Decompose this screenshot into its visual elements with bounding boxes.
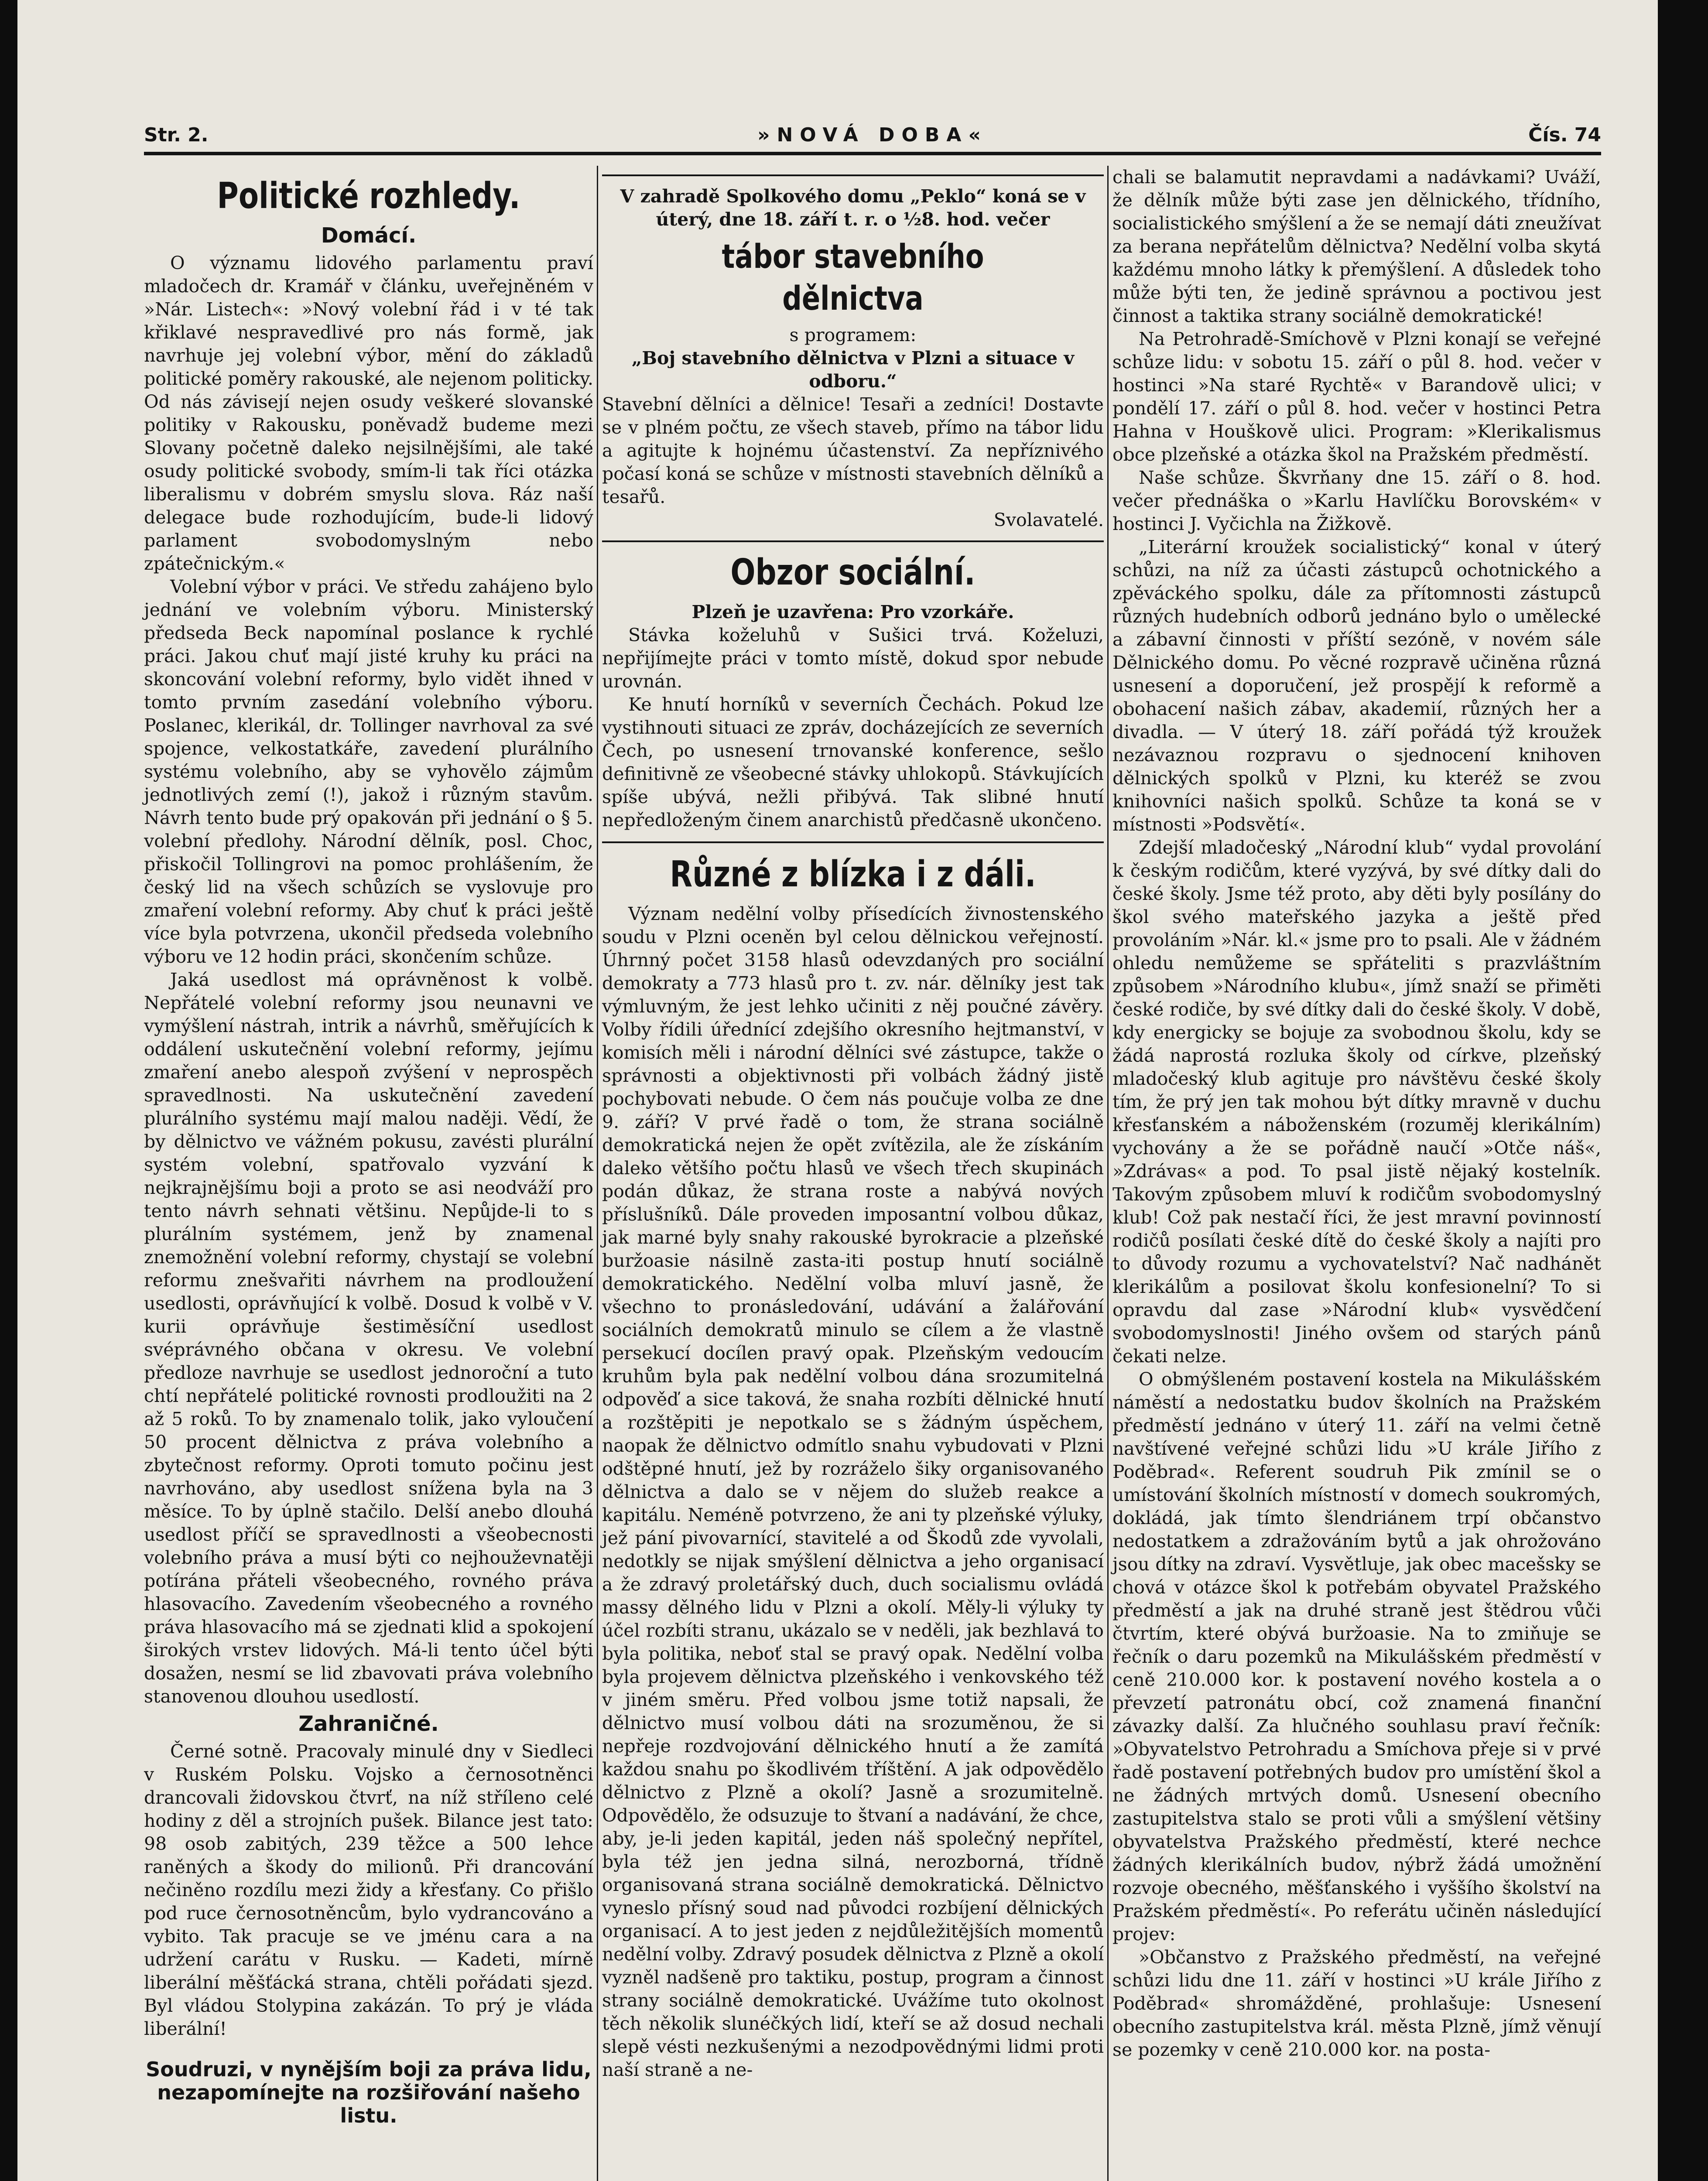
announcement-box [602,174,1104,542]
announcement-title: tábor stavebního dělnictva [722,237,984,318]
page-number: Str. 2. [144,124,209,146]
subsection-title: Zahraničné. [298,1712,439,1736]
section-title: Různé z blízka i z dáli. [670,854,1036,895]
section-title: Politické rozhledy. [217,175,520,217]
announcement-program-label: s programem: [789,325,917,345]
article-paragraph: Stávka koželuhů v Sušici trvá. Koželuzi, nepřijímejte práci v tomto místě, dokud spor nebude urovnán. [602,625,1104,692]
column-rule [1107,166,1109,2181]
announcement-body: Stavební dělníci a dělnice! Tesaři a zedníci! Dostavte se v plném počtu, ze všech staveb, přímo na tábor lidu a agitujte k hojnému účastenství. Za nepříznivého počasí koná se schůze v místnosti stavebních dělníků a tesařů. [602,394,1104,507]
article-paragraph: Černé sotně. Pracovaly minulé dny v Siedleci v Ruském Polsku. Vojsko a černosotněnci drancovali židovskou čtvrť, na níž stříleno celé hodiny z děl a strojních pušek. Bilance jest tato: 98 osob zabitých, 239 těžce a 500 lehce raněných a škody do milionů. Při drancování nečiněno rozdílu mezi židy a křesťany. Co přišlo pod ruce černosotněncům, bylo vydrancováno a vybito. Tak pracuje se ve jménu cara a na udržení carátu v Rusku. — Kadeti, mírně liberální měšťácká strana, chtěli pořádati sjezd. Byl vládou Stolypina zakázán. To prý je vláda liberální! [144,1741,593,2039]
page-header [144,118,1601,153]
article-paragraph: chali se balamutit nepravdami a nadávkami? Uváží, že dělník může býti zase jen dělnického, třídního, socialistického smýšlení a že se nemají dáti zneužívat za berana nepřátelům dělnictva? Nedělní volba skytá každému mnoho látky k přemýšlení. A důsledek toho může býti ten, že jedině správnou a poctivou jest činnost a taktika strany sociálně demokratické! [1112,167,1601,326]
masthead: »NOVÁ DOBA« [757,124,988,146]
article-paragraph: O významu lidového parlamentu praví mladočech dr. Kramář v článku, uveřejněném v »Nár. Listech«: »Nový volební řád i v té tak křiklavé nespravedlivé pro nás formě, jak navrhuje jej volební výbor, mění do základů politické poměry rakouské, ale nejenom politicky. Od nás závisejí nejen osudy veškeré slovanské politiky v Rakousku, poněvadž budeme mezi Slovany početně daleko nejsilnějšími, ale také osudy politické svobody, smím-li tak říci otázka liberalismu v dobrém smyslu slova. Ráz naší delegace bude rozhodujícím, bude-li lidový parlament svobodomyslným nebo zpátečnickým.« [144,253,593,574]
article-paragraph: Význam nedělní volby přísedících živnostenského soudu v Plzni oceněn byl celou dělnickou veřejností. Úhrnný počet 3158 hlasů odevzdaných pro sociální demokraty a 773 hlasů pro t. zv. nár. dělníky jest tak výmluvným, že jest lehko učiniti z něj poučné závěry. Volby řídili úřednící zdejšího okresního hejtmanství, v komisích měli i národní dělníci své zástupce, takže o správnosti a objektivnosti při volbách žádný jistě pochybovati nebude. O čem nás poučuje volba ze dne 9. září? V prvé řadě o tom, že strana sociálně demokratická nejen že opět zvítězila, ale že získáním daleko většího počtu hlasů ve všech třech skupinách podán důkaz, že strana roste a nabývá nových příslušníků. Dále proveden imposantní volbou důkaz, jak marné byly snahy rakouské byrokracie a plzeňské buržoasie násilně zasta-iti postup hnutí sociálně demokratického. Nedělní volba mluví jasně, že všechno to pronásledování, udávání a žalářování sociálních demokratů minulo se cílem a že vlastně persekucí docílen pravý opak. Plzeňským vedoucím kruhům byla pak nedělní volbou dána srozumitelná odpověď a sice taková, že snaha rozbíti dělnické hnutí a rozštěpiti je nepotkalo se s žádným úspěchem, naopak že dělnictvo odmítlo snahu vybudovati v Plzni odštěpné hnutí, jež by rozráželo šiky organisovaného dělnictva a dalo se v nějem do služeb reakce a kapitálu. Neméně potvrzeno, že ani ty plzeňské výluky, jež pání pivovarnící, stavitelé a od Škodů zde vyvolali, nedotkly se nijak smýšlení dělnictva a jeho organisací a že zdravý proletářský duch, duch socialismu ovládá massy dělného lidu v Plzni a okolí. Měly-li výluky ty účel rozbíti stranu, ukázalo se v neděli, jak bezhlavá to byla politika, neboť stal se pravý opak. Nedělní volba byla projevem dělnictva plzeňského i venkovského též v jiném směru. Před volbou jsme totiž napsali, že dělnictvo musí volbou dáti na srozuměnou, že si nepřeje rozdvojování dělnického hnutí a že zamítá každou snahu po škodlivém tříštění. A jak odpovědělo dělnictvo z Plzně a okolí? Jasně a srozumitelně. Odpovědělo, že odsuzuje to štvaní a nadávání, že chce, aby, je-li jeden kapitál, jeden náš společný nepřítel, byla též jen jedna silná, nerozborná, třídně organisovaná strana sociálně demokratická. Dělnictvo vyneslo přísný soud nad původci rozbíjení dělnických organisací. A to jest jeden z nejdůležitějších momentů nedělní volby. Zdravý posudek dělnictva z Plzně a okolí vyzněl nadšeně pro taktiku, postup, program a činnost strany sociálně demokratické. Uvážíme tuto okolnost těch několik slunéčkých lidí, kteří se až dosud nechali slepě vésti nezkušenými a nezodpovědnými lidmi proti naší straně a ne- [602,903,1104,2080]
article-paragraph: Ke hnutí horníků v severních Čechách. Pokud lze vystihnouti situaci ze zpráv, docházejících ze severních Čech, po usnesení trnovanské konference, sešlo definitivně ze všeobecné stávky uhlokopů. Stávkujících spíše ubývá, nežli přibývá. Tak slibné hnutí nepředloženým činem anarchistů předčasně ukončeno. [602,694,1104,831]
article-paragraph: Jaká usedlost má oprávněnost k volbě. Nepřátelé volební reformy jsou neunavni ve vymýšlení nástrah, intrik a návrhů, směřujících k oddálení uskutečnění volební reformy, jejímu zmaření anebo alespoň zvýšení v neprospěch spravedlnosti. Na uskutečnění zavedení plurálního systému mají malou naději. Vědí, že by dělnictvo ve vážném pokusu, zavésti plurální systém volební, spatřovalo vyzvání k nejkrajnějšímu boji a proto se asi neodváží pro tento návrh sehnati většinu. Nepůjde-li to s plurálním systémem, jenž by znamenal znemožnění volební reformy, chystají se volební reformu znešvařiti návrhem na prodloužení usedlosti, oprávňující k volbě. Dosud k volbě v V. kurii oprávňuje šestiměsíční usedlost svéprávného občana v okresu. Ve volební předloze navrhuje se usedlost jednoroční a tuto chtí nepřátelé politické rovnosti prodloužiti na 2 až 5 roků. To by znamenalo tolik, jako vyloučení 50 procent dělnictva z práva volebního a zbytečnost reformy. Oproti tomuto počinu jest navrhováno, aby usedlost snížena byla na 3 měsíce. To by úplně stačilo. Delší anebo dlouhá usedlost příčí se spravedlnosti a všeobecnosti volebního práva a musí býti co nejhouževnatěji potírána přáteli všeobecného, rovného práva hlasovacího. Zavedením všeobecného a rovného práva hlasovacího má se zjednati klid a spokojení širokých vrstev lidových. Má-li tento účel býti dosažen, nesmí se lid zbavovati práva volebního stanovenou dlouhou usedlostí. [144,969,593,1707]
article-heading: Plzeň je uzavřena: Pro vzorkáře. [691,602,1014,622]
article-paragraph: O obmýšleném postavení kostela na Mikulášském náměstí a nedostatku budov školních na Pražském předměstí jednáno v úterý 11. září na velmi četně navštívené veřejné schůzi lidu »U krále Jiřího z Poděbrad«. Referent soudruh Pik zmínil se o umístování školních místností v domech soukromých, dokládá, jak tímto šlendriánem trpí občanstvo nedostatkem a zdražováním bytů a jak ohrožováno jsou dítky na zdraví. Vysvětluje, jak obec macešsky se chová v otázce škol k potřebám obyvatel Pražského předměstí a jak na druhé straně jest štědrou vůči čtvrtím, které obývá buržoasie. Na to zmiňuje se řečník o daru pozemků na Mikulášském předměstí v ceně 210.000 kor. k postavení nového kostela a o převzetí patronátu obcí, což znamená finanční závazky další. Za hlučného souhlasu praví řečník: »Obyvatelstvo Petrohradu a Smíchova přeje si v prvé řadě postavení potřebných budov pro umístění škol a ne žádných mrtvých domů. Usnesení obecního zastupitelstva stalo se proti vůli a smýšlení většiny obyvatelstva Pražského předměstí, které nechce žádných klerikálních budov, nýbrž žádá umožnění rozvoje obecného, měšťanského i vyššího školství na Pražském předměstí«. Po referátu učiněn následující projev: [1112,1369,1601,1945]
issue-number: Čís. 74 [1528,124,1601,146]
article-paragraph: Volební výbor v práci. Ve středu zahájeno bylo jednání ve volebním výboru. Ministerský předseda Beck napomínal poslance k rychlé práci. Jakou chuť mají jisté kruhy ku práci na skoncování volební reformy, bylo vidět ihned v tomto prvním zasedání volebního výboru. Poslanec, klerikál, dr. Tollinger navrhoval za své spojence, velkostatkáře, zavedení plurálního systému volebního, aby se vyhovělo zájmům jednotlivých zemí (!), jakož i různým stavům. Návrh tento bude prý opakován při jednání o § 5. volební předlohy. Národní dělník, posl. Choc, přiskočil Tollingrovi na pomoc prohlášením, že český lid na všech schůzích se vyslovuje pro zmaření volební reformy. Aby chuť k práci ještě více byla potvrzena, ukončil předseda volebního výboru ve 12 hodin práci, skončením schůze. [144,576,593,967]
section-rule [602,841,1104,843]
article-paragraph: „Literární kroužek socialistický“ konal v úterý schůzi, na níž za účasti zástupců ochotnického a zpěváckého spolku, dále za přítomnosti zástupců různých hudebních odborů jednáno bylo o umělecké a zábavní činnosti v příští sezóně, v novém sále Dělnického domu. Po věcné rozpravě učiněna různá usnesení a doporučení, jež prospějí k reformě a obohacení našich zábav, akademií, různých her a divadla. — V úterý 18. září pořádá týž kroužek nezávaznou rozpravu o sjednocení knihoven dělnických spolků v Plzni, ku kteréž se zvou knihovníci našich spolků. Schůze ta koná se v místnosti »Podsvětí«. [1112,537,1601,835]
column-2 [602,166,1104,2082]
column-3 [1112,166,1601,2061]
article-paragraph: Zdejší mladočeský „Národní klub“ vydal provolání k českým rodičům, které vyzývá, by své dítky dali do české školy. Jsme též proto, aby děti byly posílány do škol svého mateřského jazyka a ještě před provoláním »Nár. kl.« jsme pro to psali. Ale v žádném ohledu nemůžeme se spřáteliti s prazvláštním způsobem »Národního klubu«, jímž snaží se přiměti české rodiče, by své dítky dali do české školy. V době, kdy energicky se bojuje za svobodnou školu, kdy se žádá naprostá rozluka školy od církve, plzeňský mladočeský klub agituje pro návštěvu české školy tím, že prý jen tak mohou být dítky mravně v duchu křesťanském a náboženském (rozuměj klerikálním) vychovány a že se pořádně naučí »Otče náš«, »Zdrávas« a pod. To psal jistě nějaký kostelník. Takovým způsobem mluví k rodičům svobodomyslný klub! Což pak nestačí říci, že jest mravní povinností rodičů posílati české dítě do české školy a najíti pro to důvody rozumu a vychovatelství? Nač nadhánět klerikálům a posilovat školu konfesionelní? To si opravdu dal zase »Národní klub« vysvědčení svobodomyslnosti! Jiného ovšem od starých pánů čekati nelze. [1112,837,1601,1367]
header-rule [144,152,1601,155]
announcement-signature: Svolavatelé. [993,509,1104,530]
footer-appeal: Soudruzi, v nynějším boji za práva lidu, nezapomínejte na rozšiřování našeho listu. [146,2058,592,2127]
article-paragraph: Na Petrohradě-Smíchově v Plzni konají se veřejné schůze lidu: v sobotu 15. září o půl 8. hod. večer v hostinci »Na staré Rychtě« v Barandově ulici; v pondělí 17. září o půl 8. hod. večer v hostinci Petra Hahna v Houškově ulici. Program: »Klerikalismus obce plzeňské a otázka škol na Pražském předměstí. [1112,328,1601,465]
column-1 [144,166,593,2127]
article-paragraph: Naše schůze. Škvrňany dne 15. září o 8. hod. večer přednáška o »Karlu Havlíčku Borovském« v hostinci J. Vyčichla na Žižkově. [1112,467,1601,534]
subsection-title: Domácí. [321,223,417,248]
section-title: Obzor sociální. [730,552,976,593]
newspaper-page [17,0,1658,2181]
article-paragraph: »Občanstvo z Pražského předměstí, na veřejné schůzi lidu dne 11. září v hostinci »U krále Jiřího z Poděbrad« shromážděné, prohlašuje: Usnesení obecního zastupitelstva král. města Plzně, jímž věnují se pozemky v ceně 210.000 kor. na posta- [1112,1947,1601,2060]
column-rule [597,166,598,2181]
announcement-theme: „Boj stavebního dělnictva v Plzni a situace v odboru.“ [631,348,1075,392]
announcement-intro: V zahradě Spolkového domu „Peklo“ koná se v úterý, dne 18. září t. r. o ½8. hod. večer [620,186,1086,230]
